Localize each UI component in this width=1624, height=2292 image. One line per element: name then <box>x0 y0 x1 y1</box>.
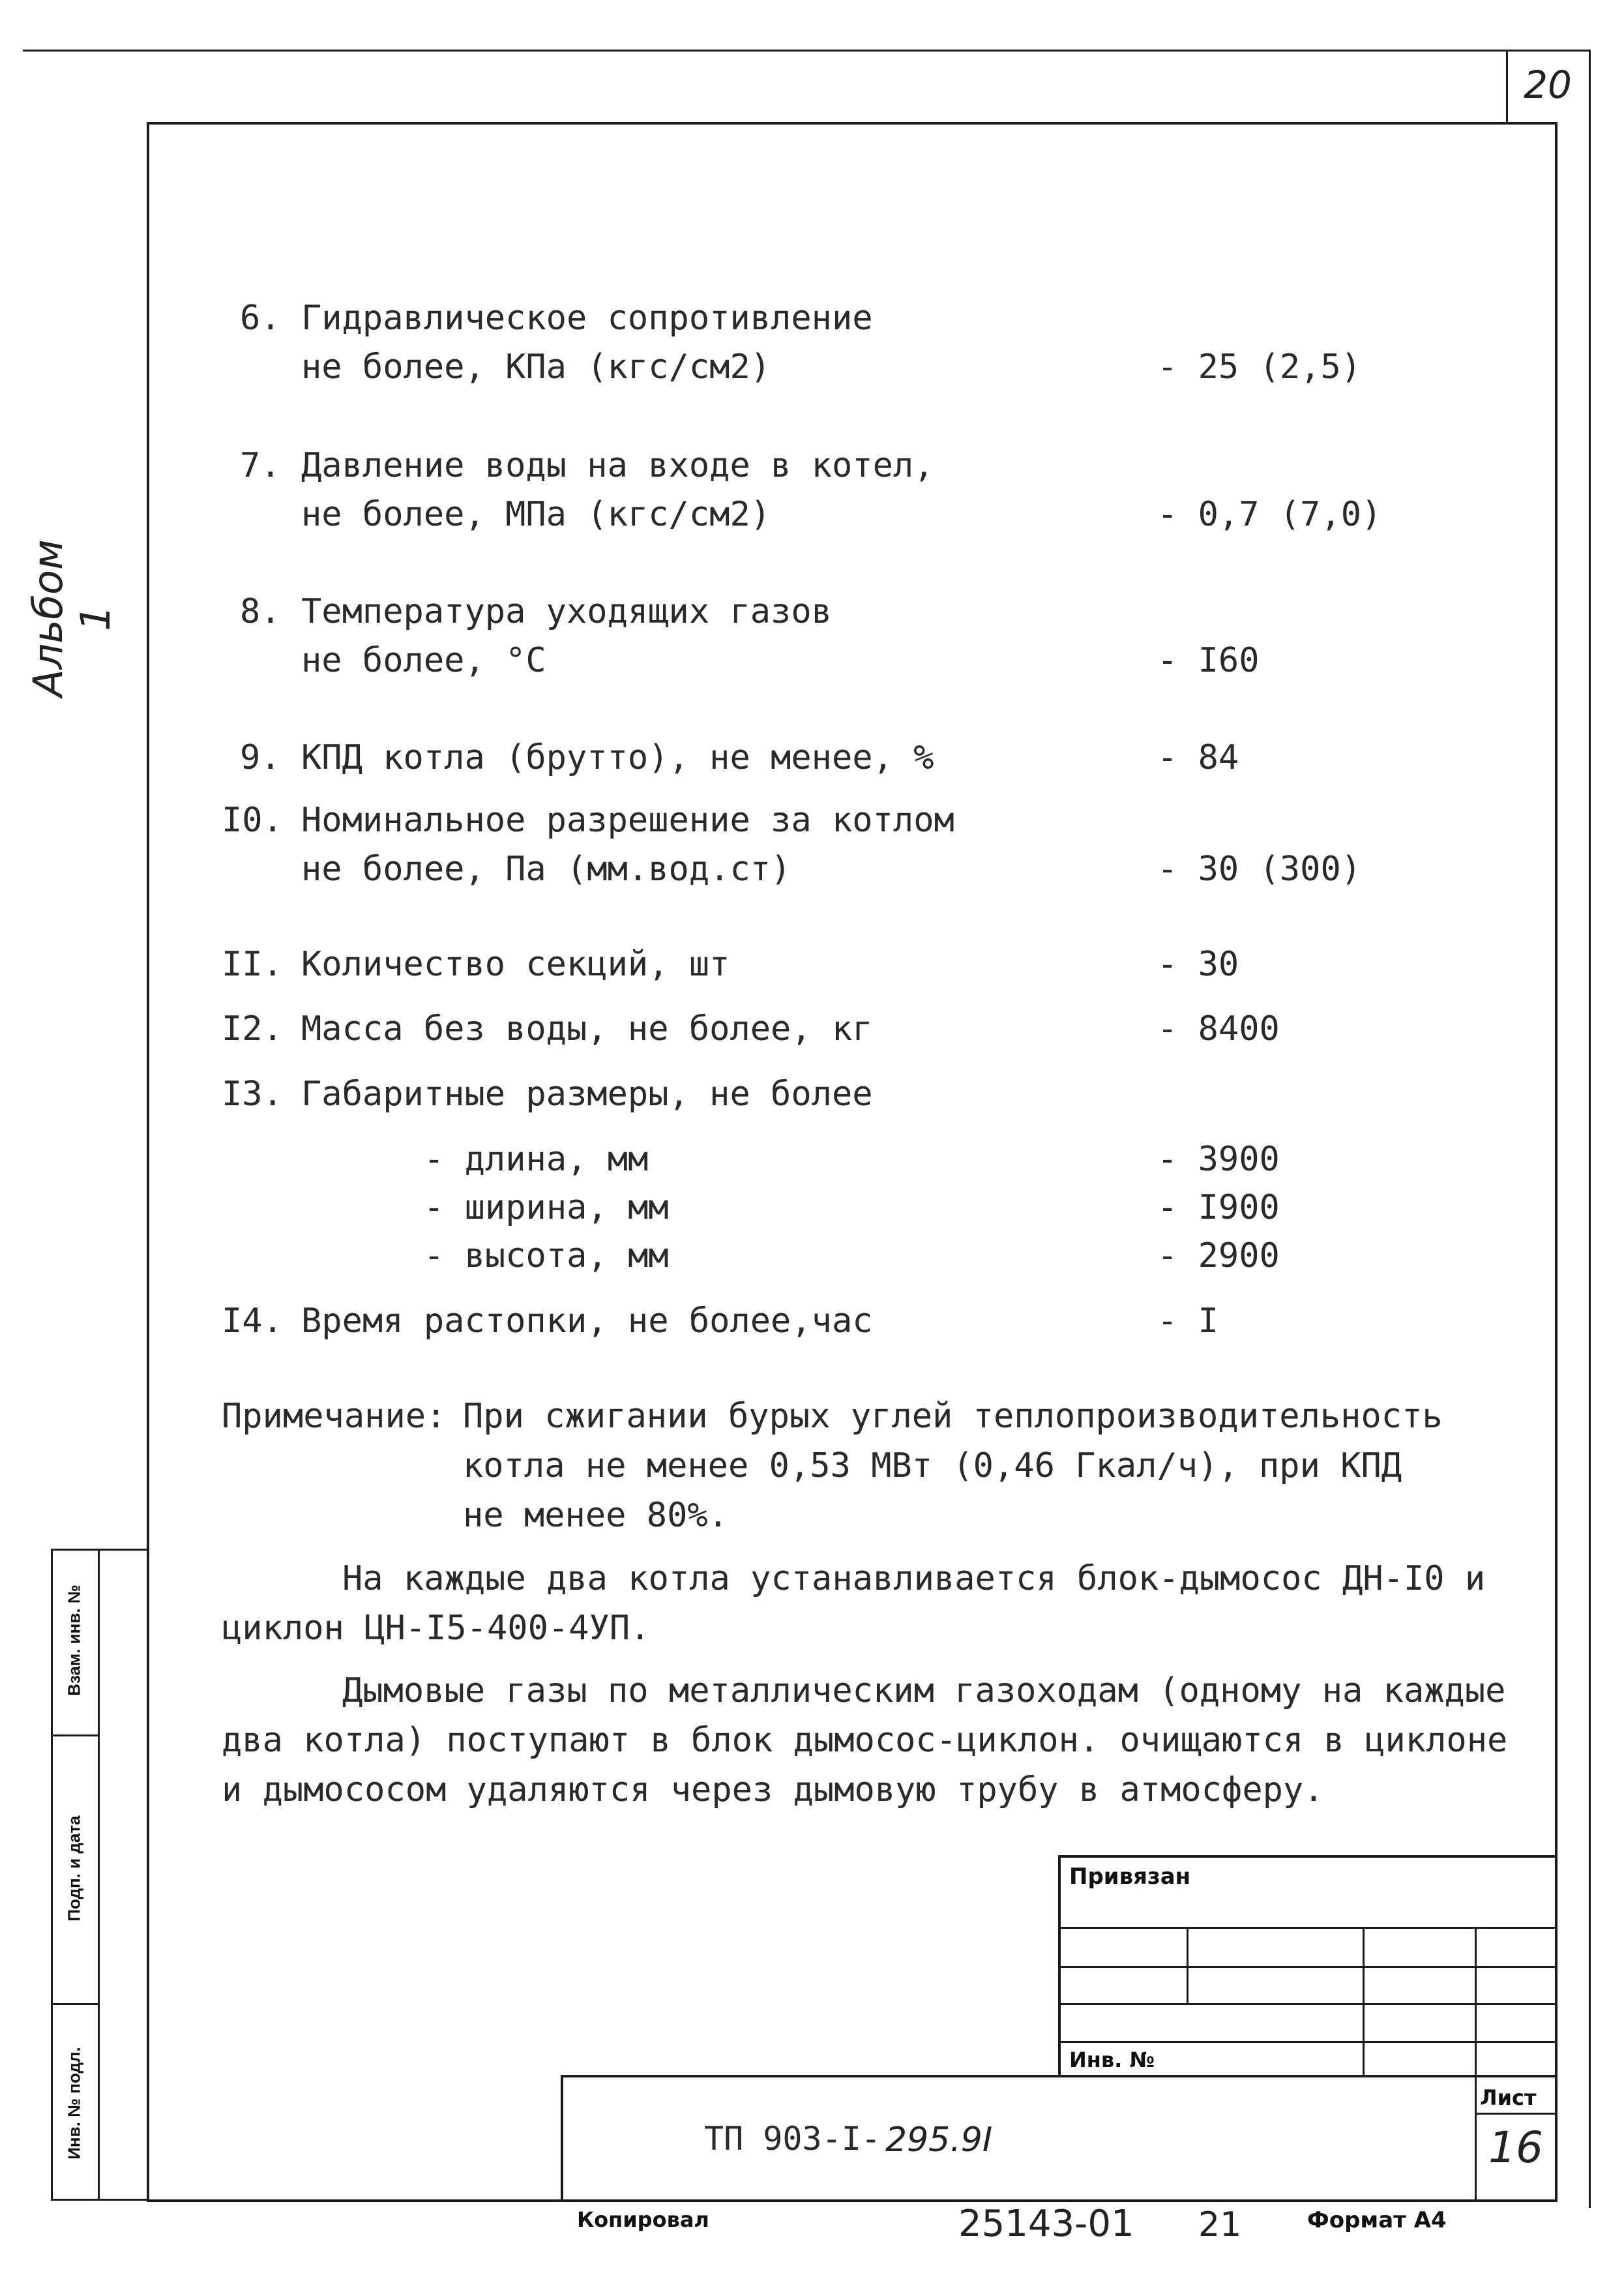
album-label: Альбом 1 <box>24 539 119 697</box>
note-label: Примечание: <box>222 1397 447 1436</box>
paragraph1-line2: циклон ЦН-I5-400-4УП. <box>222 1609 651 1648</box>
note-line2: котла не менее 0,53 МВт (0,46 Гкал/ч), при КПД <box>463 1446 1402 1485</box>
dim-height: - высота, мм <box>424 1236 669 1275</box>
item-13-line1: Габаритные размеры, не более <box>301 1075 873 1114</box>
item-9-line1: КПД котла (брутто), не менее, % <box>301 738 934 777</box>
item-12-line1: Масса без воды, не более, кг <box>301 1009 873 1049</box>
side-podp-data: Подп. и дата <box>64 1815 84 1922</box>
footer-format: Формат А4 <box>1307 2207 1447 2233</box>
paragraph2-line2: два котла) поступают в блок дымосос-циклон. очищаются в циклоне <box>222 1721 1508 1760</box>
item-7-line2: не более, МПа (кгс/см2) <box>301 495 771 534</box>
footer-hand-number-2: 21 <box>1198 2205 1242 2244</box>
note-line1: При сжигании бурых углей теплопроизводительность <box>463 1397 1443 1436</box>
stamp-inv-no: Инв. № <box>1069 2047 1155 2072</box>
stamp-bound: Привязан <box>1069 1864 1191 1890</box>
item-8-num: 8. <box>240 592 281 631</box>
item-10-value: - 30 (300) <box>1157 850 1362 889</box>
note-line3: не менее 80%. <box>463 1496 728 1535</box>
paragraph2-line3: и дымососом удаляются через дымовую трубу в атмосферу. <box>222 1770 1324 1809</box>
item-14-value: - I <box>1157 1302 1218 1341</box>
side-inv-podl: Инв. № подл. <box>64 2047 84 2160</box>
side-vzam-inv: Взам. инв. № <box>64 1585 84 1696</box>
paragraph2-line1: Дымовые газы по металлическим газоходам (одному на каждые <box>342 1671 1506 1710</box>
stamp-sheet-number: 16 <box>1488 2122 1543 2173</box>
item-7-num: 7. <box>240 446 281 485</box>
footer-hand-number: 25143-01 <box>958 2203 1134 2245</box>
stamp-doc-code-hand: 295.9I <box>885 2121 993 2160</box>
item-8-value: - I60 <box>1157 641 1260 680</box>
item-11-num: II. <box>222 945 283 984</box>
item-6-num: 6. <box>240 299 281 338</box>
item-7-line1: Давление воды на входе в котел, <box>301 446 934 485</box>
item-10-line2: не более, Па (мм.вод.ст) <box>301 850 791 889</box>
stamp-doc-code: ТП 903-I- <box>704 2120 881 2158</box>
item-9-num: 9. <box>240 738 281 777</box>
item-10-line1: Номинальное разрешение за котлом <box>301 801 954 840</box>
stamp-sheet-label: Лист <box>1480 2085 1537 2110</box>
dim-length: - длина, мм <box>424 1140 649 1179</box>
item-14-line1: Время растопки, не более,час <box>301 1302 873 1341</box>
footer-copied: Копировал <box>577 2207 709 2232</box>
item-13-num: I3. <box>222 1075 283 1114</box>
dim-height-value: - 2900 <box>1157 1236 1280 1275</box>
dim-width-value: - I900 <box>1157 1188 1280 1227</box>
item-9-value: - 84 <box>1157 738 1239 777</box>
item-12-num: I2. <box>222 1009 283 1049</box>
item-10-num: I0. <box>222 801 283 840</box>
item-12-value: - 8400 <box>1157 1009 1280 1049</box>
item-8-line1: Температура уходящих газов <box>301 592 832 631</box>
item-6-line1: Гидравлическое сопротивление <box>301 299 873 338</box>
item-11-value: - 30 <box>1157 945 1239 984</box>
paragraph1-line1: На каждые два котла устанавливается блок-дымосос ДН-I0 и <box>342 1559 1486 1598</box>
item-6-line2: не более, КПа (кгс/см2) <box>301 348 771 387</box>
item-14-num: I4. <box>222 1302 283 1341</box>
item-11-line1: Количество секций, шт <box>301 945 730 984</box>
item-6-value: - 25 (2,5) <box>1157 348 1362 387</box>
dim-length-value: - 3900 <box>1157 1140 1280 1179</box>
item-8-line2: не более, °C <box>301 641 546 680</box>
item-7-value: - 0,7 (7,0) <box>1157 495 1382 534</box>
page-number: 20 <box>1524 63 1572 107</box>
dim-width: - ширина, мм <box>424 1188 669 1227</box>
